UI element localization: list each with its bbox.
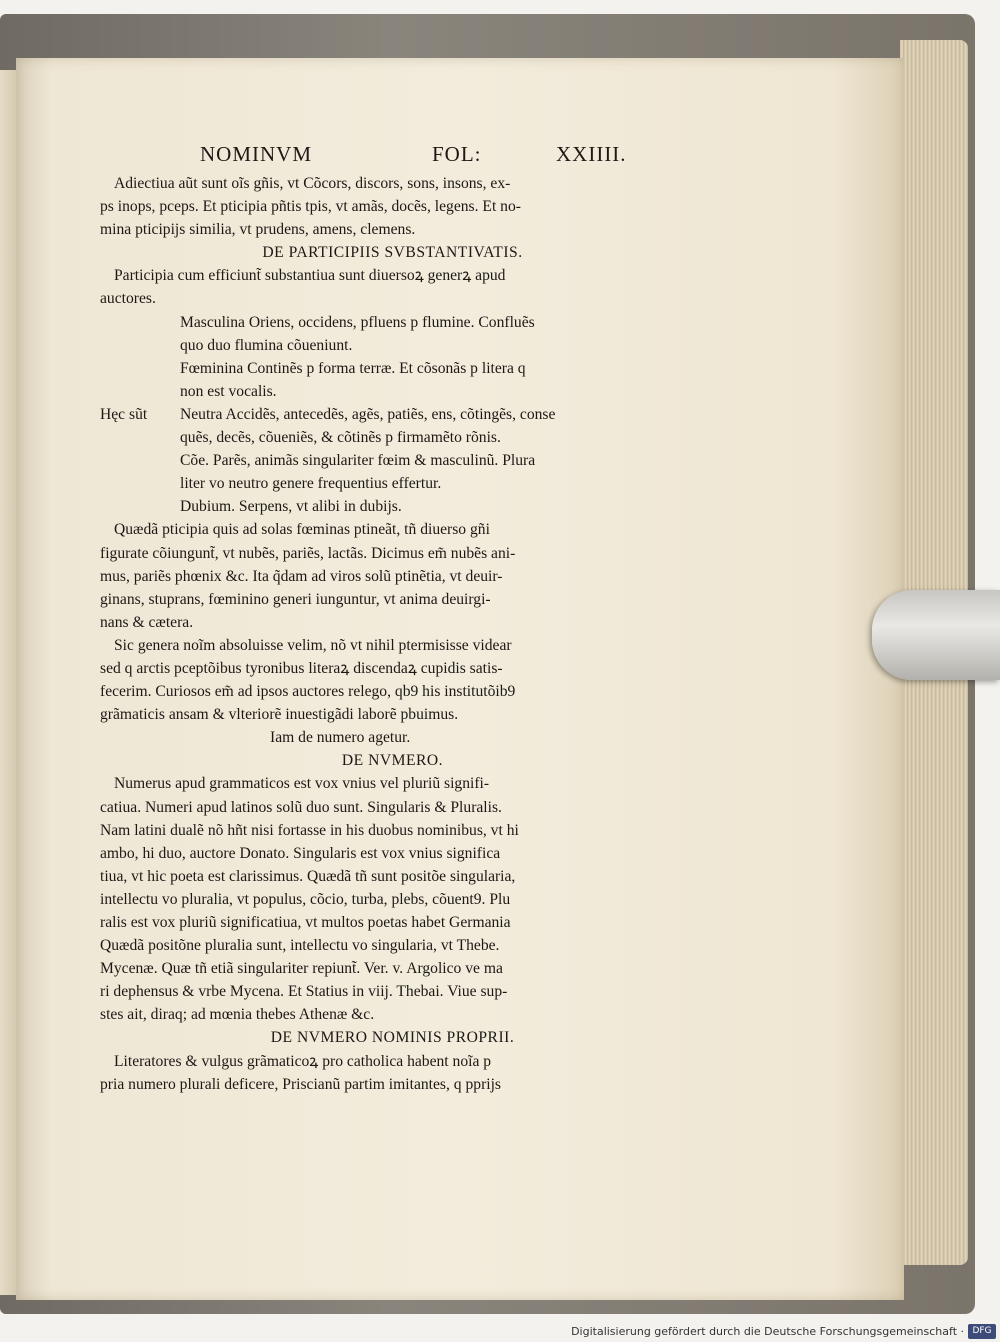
running-head: NOMINVM [200, 142, 312, 166]
page-header [200, 142, 660, 172]
text-line: quẽs, decẽs, cõueniẽs, & cõtinẽs p firmamẽto rõnis. [180, 429, 501, 447]
text-line: mus, pariẽs phœnix &c. Ita q̃dam ad viros solũ ptinẽtia, vt deuir- [100, 567, 503, 585]
text-line [100, 403, 685, 426]
text-line: stes ait, diraq; ad mœnia thebes Athenæ &c. [100, 1006, 375, 1024]
text-line: Dubium. Serpens, vt alibi in dubijs. [180, 498, 402, 516]
section-heading: DE PARTICIPIIS SVBSTANTIVATIS. [262, 244, 523, 262]
page-clip [872, 590, 1000, 680]
text-line: Fœminina Continẽs p forma terræ. Et cõsonãs p litera q [180, 359, 526, 377]
text-line: auctores. [100, 290, 156, 308]
text-line: Quædã positõne pluralia sunt, intellectu vo singularia, vt Thebe. [100, 937, 500, 955]
margin-note: Hęc sũt [100, 405, 148, 423]
text-line: intellectu vo pluralia, vt populus, cõcio, turba, plebs, cõuent9. Plu [100, 890, 511, 908]
text-line: figurate cõiungunt̃, vt nubẽs, pariẽs, lactãs. Dicimus em̃ nubẽs ani- [100, 544, 516, 562]
text-line: mina pticipijs similia, vt prudens, amens, clemens. [100, 221, 416, 239]
folio-number: XXIIII. [556, 142, 627, 166]
text-line: Adiectiua aũt sunt oĩs gñis, vt Cõcors, discors, sons, insons, ex- [114, 175, 511, 192]
text-line: Mycenæ. Quæ tñ etiã singulariter repiunt̃. Ver. v. Argolico ve ma [100, 960, 503, 978]
text-line: Participia cum efficiunt̃ substantiua sunt diuersoꝝ generꝝ apud [114, 267, 506, 285]
text-line: liter vo neutro genere frequentius effertur. [180, 475, 442, 493]
text-line: Iam de numero agetur. [270, 729, 411, 747]
text-line: pria numero plurali deficere, Priscianũ partim imitantes, q pprijs [100, 1075, 501, 1093]
text-line: catiua. Numeri apud latinos solũ duo sunt. Singularis & Pluralis. [100, 798, 502, 816]
text-line: non est vocalis. [180, 382, 277, 400]
text-line: ps inops, pceps. Et pticipia pñtis tpis, vt amãs, docẽs, legens. Et no- [100, 198, 521, 216]
funding-note: Digitalisierung gefördert durch die Deutsche Forschungsgemeinschaft · [571, 1325, 964, 1338]
section-heading: DE NVMERO. [341, 752, 444, 770]
text-line: Cõe. Parẽs, animãs singulariter fœim & masculinũ. Plura [180, 452, 536, 470]
text-line: ambo, hi duo, auctore Donato. Singularis est vox vnius significa [100, 844, 501, 862]
text-line: Quædã pticipia quis ad solas fœminas ptineãt, tñ diuerso gñi [114, 521, 490, 539]
text-line: quo duo flumina cõueniunt. [180, 336, 353, 354]
text-line: sed q arctis pceptõibus tyronibus literaꝝ discendaꝝ cupidis satis- [100, 659, 503, 677]
text-line: Masculina Oriens, occidens, pfluens p flumine. Confluẽs [180, 313, 535, 331]
text-line: Sic genera noĩm absoluisse velim, nõ vt nihil ptermisisse videar [114, 636, 512, 654]
dfg-logo: DFG [968, 1324, 996, 1339]
text-line: Literatores & vulgus grãmaticoꝝ pro catholica habent noĩa p [114, 1052, 492, 1070]
text-line: ralis est vox pluriũ significatiua, vt multos poetas habet Germania [100, 914, 511, 931]
text-block [100, 172, 685, 1096]
text-line: ginans, stuprans, fœminino generi iunguntur, vt anima deuirgi- [100, 590, 491, 608]
section-heading: DE NVMERO NOMINIS PROPRII. [270, 1029, 515, 1047]
text-line: nans & cætera. [100, 613, 194, 631]
footer-bar [0, 1322, 1000, 1342]
folio-label: FOL: [432, 142, 482, 166]
text-line: fecerim. Curiosos em̃ ad ipsos auctores relego, qb9 his institutõib9 [100, 683, 516, 701]
text-line: ri dephensus & vrbe Mycena. Et Statius in viij. Thebai. Viue sup- [100, 983, 508, 1001]
text-line: Numerus apud grammaticos est vox vnius vel pluriũ signifi- [114, 775, 490, 793]
text-line-content: Neutra Accidẽs, antecedẽs, agẽs, patiẽs, ens, cõtingẽs, conse [180, 405, 556, 423]
text-line: grãmaticis ansam & vlteriorẽ inuestigãdi laborẽ pbuimus. [100, 706, 459, 724]
text-line: tiua, vt hic poeta est clarissimus. Quædã tñ sunt positõe singularia, [100, 867, 516, 885]
text-line: Nam latini dualẽ nõ hñt nisi fortasse in his duobus nominibus, vt hi [100, 821, 519, 839]
